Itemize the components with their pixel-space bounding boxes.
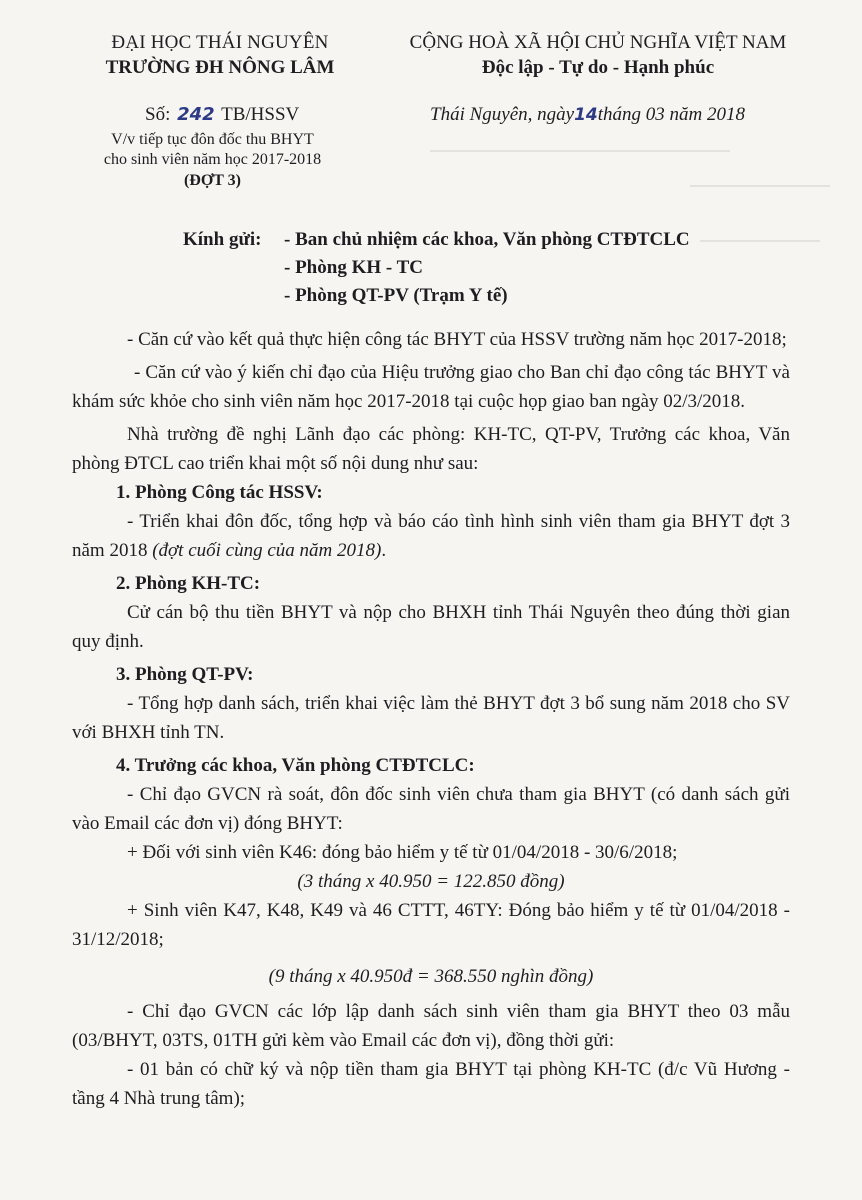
batch-label: (ĐỢT 3) bbox=[183, 172, 242, 189]
subject-line: V/v tiếp tục đôn đốc thu BHYT bbox=[111, 131, 314, 148]
recipients-block bbox=[183, 226, 690, 310]
text-run: . bbox=[381, 540, 387, 561]
paragraph: - Tổng hợp danh sách, triển khai việc làm thẻ BHYT đợt 3 bổ sung năm 2018 cho SV với BHXH tỉnh TN. bbox=[72, 693, 790, 743]
issuer-header bbox=[95, 30, 345, 80]
handwritten-number: 242 bbox=[177, 104, 215, 125]
recipients-label: Kính gửi: bbox=[183, 229, 262, 250]
paragraph: Nhà trường đề nghị Lãnh đạo các phòng: KH-TC, QT-PV, Trưởng các khoa, Văn phòng ĐTCL cao triển khai một số nội dung như sau: bbox=[72, 424, 790, 474]
document-subject bbox=[85, 130, 340, 191]
document-number bbox=[145, 104, 299, 126]
document-date bbox=[430, 104, 745, 126]
document-body bbox=[72, 325, 790, 1113]
paragraph: + Sinh viên K47, K48, K49 và 46 CTTT, 46TY: Đóng bảo hiểm y tế từ 01/04/2018 - 31/12/2018; bbox=[72, 900, 790, 950]
section-heading: 1. Phòng Công tác HSSV: bbox=[116, 482, 323, 503]
nation-name: CỘNG HOÀ XÃ HỘI CHỦ NGHĨA VIỆT NAM bbox=[409, 32, 787, 53]
paragraph: - Căn cứ vào ý kiến chỉ đạo của Hiệu trưởng giao cho Ban chỉ đạo công tác BHYT và khám sức khỏe cho sinh viên năm học 2017-2018 tại cuộc họp giao ban ngày 02/3/2018. bbox=[72, 362, 790, 412]
paragraph: Cử cán bộ thu tiền BHYT và nộp cho BHXH tỉnh Thái Nguyên theo đúng thời gian quy định. bbox=[72, 602, 790, 652]
recipient-item: - Ban chủ nhiệm các khoa, Văn phòng CTĐTCLC bbox=[284, 229, 690, 250]
recipient-item: - Phòng KH - TC bbox=[284, 257, 424, 278]
bleed-through-mark bbox=[430, 150, 730, 152]
paragraph: - Chỉ đạo GVCN rà soát, đôn đốc sinh viên chưa tham gia BHYT (có danh sách gửi vào Email các đơn vị) đóng BHYT: bbox=[72, 784, 790, 834]
paragraph: + Đối với sinh viên K46: đóng bảo hiểm y tế từ 01/04/2018 - 30/6/2018; bbox=[127, 842, 678, 863]
calculation-line: (3 tháng x 40.950 = 122.850 đồng) bbox=[297, 871, 565, 892]
handwritten-day: 14 bbox=[574, 105, 598, 125]
paragraph: - 01 bản có chữ ký và nộp tiền tham gia BHYT tại phòng KH-TC (đ/c Vũ Hương - tầng 4 Nhà trung tâm); bbox=[72, 1059, 790, 1109]
section-heading: 3. Phòng QT-PV: bbox=[116, 664, 254, 685]
subject-line: cho sinh viên năm học 2017-2018 bbox=[103, 151, 322, 168]
school-name: TRƯỜNG ĐH NÔNG LÂM bbox=[105, 57, 335, 78]
section-heading: 4. Trưởng các khoa, Văn phòng CTĐTCLC: bbox=[116, 755, 475, 776]
parent-organization: ĐẠI HỌC THÁI NGUYÊN bbox=[111, 32, 329, 53]
bleed-through-mark bbox=[700, 240, 820, 242]
number-suffix: TB/HSSV bbox=[221, 104, 300, 125]
number-prefix: Số: bbox=[145, 104, 171, 125]
section-heading: 2. Phòng KH-TC: bbox=[116, 573, 261, 594]
paragraph bbox=[72, 507, 790, 565]
calculation-line: (9 tháng x 40.950đ = 368.550 nghìn đồng) bbox=[268, 966, 594, 987]
italic-note: (đợt cuối cùng của năm 2018) bbox=[152, 540, 382, 561]
date-suffix: tháng 03 năm 2018 bbox=[597, 104, 745, 125]
paragraph: - Chỉ đạo GVCN các lớp lập danh sách sinh viên tham gia BHYT theo 03 mẫu (03/BHYT, 03TS, 01TH gửi kèm vào Email các đơn vị), đồng thời gửi: bbox=[72, 1001, 790, 1051]
national-motto: Độc lập - Tự do - Hạnh phúc bbox=[481, 57, 715, 78]
paragraph: - Căn cứ vào kết quả thực hiện công tác BHYT của HSSV trường năm học 2017-2018; bbox=[127, 329, 787, 350]
recipient-item: - Phòng QT-PV (Trạm Y tế) bbox=[284, 285, 508, 306]
bleed-through-mark bbox=[690, 185, 830, 187]
national-header bbox=[378, 30, 818, 80]
date-prefix: Thái Nguyên, ngày bbox=[430, 104, 575, 125]
text-run: - Triển khai đôn đốc, tổng hợp và báo cáo tình hình sinh viên tham gia BHYT đợt 3 năm 2018 bbox=[72, 511, 790, 561]
